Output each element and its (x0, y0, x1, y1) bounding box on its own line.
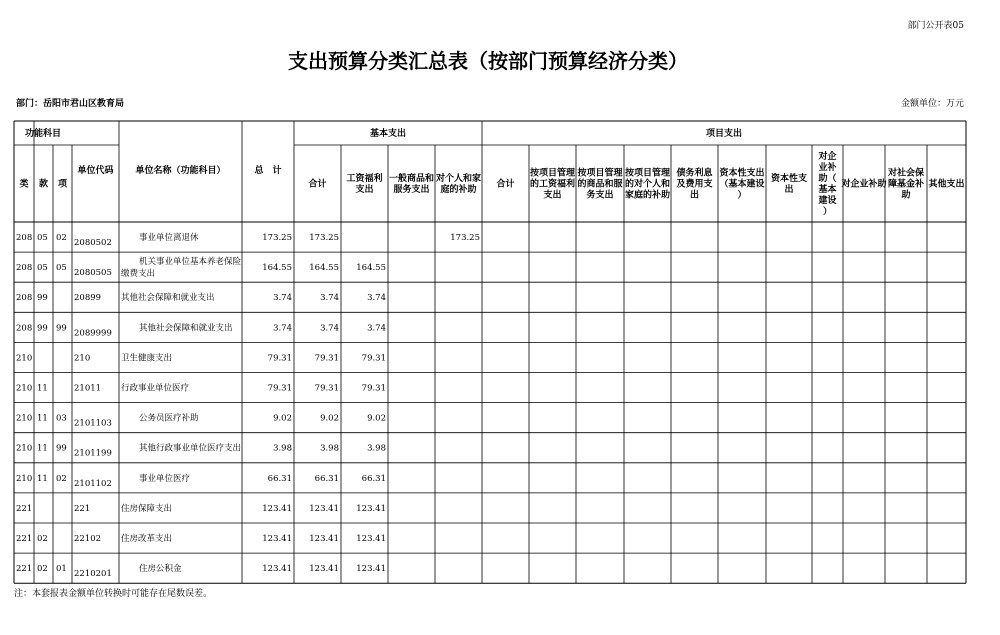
cell-lei: 208 (16, 233, 33, 243)
cell-unit-name: 行政事业单位医疗 (121, 383, 190, 394)
cell-b-total: 123.41 (309, 534, 339, 544)
cell-kuan: 05 (37, 263, 48, 274)
header-project-col: 其他支出 (928, 179, 965, 190)
header-unit-code: 单位代码 (77, 166, 114, 176)
cell-total: 3.74 (273, 323, 292, 334)
cell-xiang: 01 (56, 564, 67, 575)
cell-b-wage: 164.55 (356, 263, 386, 274)
cell-unit-code: 22102 (74, 534, 102, 544)
cell-lei: 210 (16, 473, 33, 484)
cell-b-wage: 123.41 (356, 503, 386, 514)
cell-xiang: 02 (56, 473, 67, 484)
cell-kuan: 99 (37, 293, 48, 304)
cell-lei: 221 (16, 534, 33, 544)
header-basic-col: 合计 (308, 179, 327, 190)
header-basic-col: 工资福利支出 (346, 174, 383, 195)
header-total: 总 计 (254, 166, 282, 176)
cell-lei: 221 (16, 503, 33, 514)
cell-unit-code: 2101103 (74, 418, 112, 429)
header-project-col: 资本性支出（基本建设） (719, 168, 765, 201)
header-project-col: 合计 (496, 179, 515, 190)
cell-total: 9.02 (273, 413, 292, 424)
cell-kuan: 02 (37, 534, 48, 544)
cell-xiang: 99 (56, 323, 67, 334)
cell-unit-name: 其他社会保障和就业支出 (139, 323, 233, 334)
cell-b-wage: 3.74 (367, 323, 386, 334)
cell-unit-name: 住房公积金 (139, 564, 182, 575)
cell-b-total: 79.31 (314, 353, 339, 364)
cell-unit-name: 机关事业单位基本养老保险缴费支出 (121, 257, 242, 280)
cell-xiang: 05 (56, 263, 67, 274)
header-project-col: 对企业补助（基本建设） (818, 152, 837, 217)
cell-b-wage: 3.74 (367, 293, 386, 304)
cell-lei: 208 (16, 293, 33, 304)
cell-unit-code: 2101199 (74, 448, 112, 459)
cell-lei: 210 (16, 353, 33, 364)
cell-unit-name: 住房保障支出 (121, 503, 173, 514)
cell-xiang: 99 (56, 443, 67, 454)
cell-b-wage: 9.02 (367, 413, 386, 424)
header-project-col: 对社会保障基金补助 (887, 168, 925, 201)
header-project-col: 对企业补助 (841, 179, 887, 190)
cell-total: 123.41 (262, 503, 292, 514)
cell-b-total: 164.55 (309, 263, 339, 274)
header-project-col: 按项目管理的工资福利支出 (529, 168, 576, 201)
cell-b-wage: 123.41 (356, 564, 386, 575)
cell-unit-code: 2080505 (74, 268, 112, 279)
cell-b-total: 173.25 (309, 233, 339, 243)
cell-total: 66.31 (267, 473, 292, 484)
header-func-subject: 功能科目 (24, 129, 62, 139)
header-xiang: 项 (57, 179, 68, 190)
cell-b-wage: 3.98 (367, 443, 386, 454)
header-project-col: 债务利息及费用支出 (676, 168, 713, 201)
cell-unit-code: 20899 (74, 293, 102, 304)
cell-kuan: 02 (37, 564, 48, 575)
cell-total: 173.25 (262, 233, 292, 243)
footnote: 注：本套报表金额单位转换时可能存在尾数误差。 (14, 589, 213, 599)
header-basic-col: 对个人和家庭的补助 (435, 174, 482, 195)
cell-unit-name: 其他行政事业单位医疗支出 (139, 443, 242, 454)
page-title: 支出预算分类汇总表（按部门预算经济分类） (288, 49, 688, 73)
cell-kuan: 99 (37, 323, 48, 334)
header-project-col: 按项目管理的对个人和家庭的补助 (624, 168, 671, 201)
cell-unit-name: 住房改革支出 (121, 534, 173, 544)
cell-unit-name: 卫生健康支出 (121, 353, 173, 364)
cell-unit-name: 其他社会保障和就业支出 (121, 293, 215, 304)
cell-b-total: 9.02 (320, 413, 339, 424)
cell-unit-name: 公务员医疗补助 (139, 413, 199, 424)
cell-unit-code: 2210201 (74, 569, 112, 580)
cell-unit-code: 21011 (74, 383, 102, 394)
cell-b-total: 3.98 (320, 443, 339, 454)
cell-kuan: 11 (37, 383, 48, 394)
cell-unit-code: 221 (74, 503, 91, 514)
header-unit-name: 单位名称（功能科目） (135, 166, 226, 176)
cell-total: 3.98 (273, 443, 292, 454)
cell-b-total: 3.74 (320, 323, 339, 334)
form-code: 部门公开表05 (907, 21, 964, 31)
cell-unit-code: 2101102 (74, 478, 112, 489)
cell-b-personal: 173.25 (450, 233, 480, 243)
cell-total: 3.74 (273, 293, 292, 304)
cell-b-total: 66.31 (314, 473, 339, 484)
cell-unit-code: 2080502 (74, 238, 112, 248)
cell-xiang: 02 (56, 233, 67, 243)
cell-lei: 210 (16, 383, 33, 394)
cell-unit-name: 事业单位离退休 (139, 233, 199, 243)
cell-total: 123.41 (262, 564, 292, 575)
cell-b-wage: 79.31 (361, 383, 386, 394)
header-kuan: 款 (38, 179, 49, 190)
cell-kuan: 05 (37, 233, 48, 243)
cell-total: 164.55 (262, 263, 292, 274)
cell-b-total: 123.41 (309, 564, 339, 575)
header-basic-col: 一般商品和服务支出 (388, 174, 435, 195)
cell-b-total: 123.41 (309, 503, 339, 514)
cell-kuan: 11 (37, 443, 48, 454)
cell-unit-code: 2089999 (74, 328, 112, 339)
header-project-col: 资本性支出 (770, 174, 808, 195)
cell-lei: 210 (16, 413, 33, 424)
cell-b-total: 79.31 (314, 383, 339, 394)
header-lei: 类 (19, 179, 29, 190)
department-label: 部门：岳阳市君山区教育局 (16, 99, 125, 109)
header-project-col: 按项目管理的商品和服务支出 (577, 168, 623, 201)
header-project: 项目支出 (705, 129, 743, 139)
amount-unit: 金额单位：万元 (900, 99, 964, 109)
cell-b-wage: 79.31 (361, 353, 386, 364)
cell-unit-code: 210 (74, 353, 91, 364)
cell-unit-name: 事业单位医疗 (139, 473, 191, 484)
cell-total: 123.41 (262, 534, 292, 544)
cell-lei: 210 (16, 443, 33, 454)
cell-b-wage: 123.41 (356, 534, 386, 544)
cell-lei: 208 (16, 263, 33, 274)
cell-b-wage: 66.31 (361, 473, 386, 484)
cell-xiang: 03 (56, 413, 67, 424)
cell-b-total: 3.74 (320, 293, 339, 304)
cell-kuan: 11 (37, 473, 48, 484)
header-basic: 基本支出 (369, 129, 407, 139)
cell-total: 79.31 (267, 353, 292, 364)
cell-lei: 208 (16, 323, 33, 334)
cell-lei: 221 (16, 564, 33, 575)
cell-kuan: 11 (37, 413, 48, 424)
cell-total: 79.31 (267, 383, 292, 394)
